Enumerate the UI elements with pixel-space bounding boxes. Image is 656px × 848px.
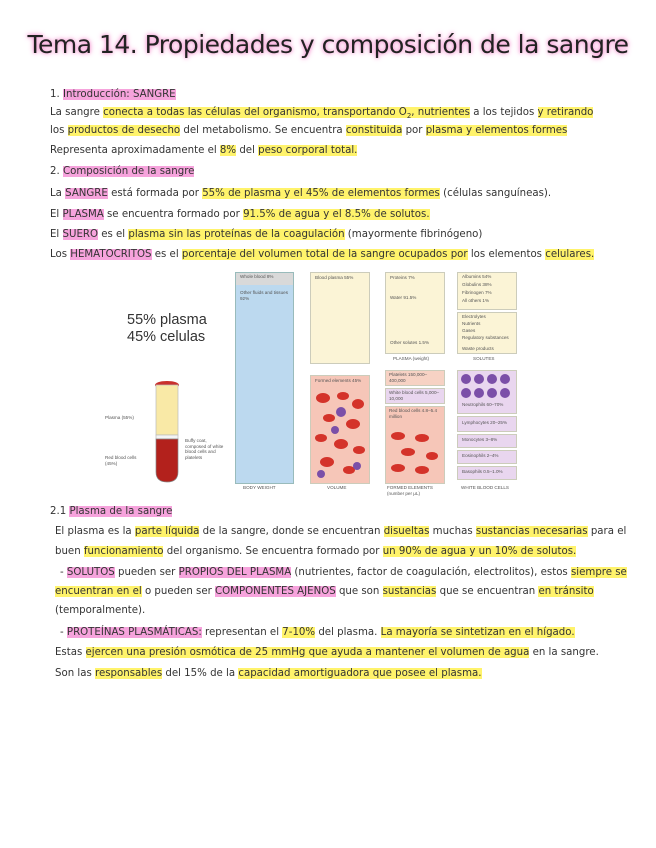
col1-footer: BODY WEIGHT — [243, 485, 276, 490]
text-highlight: 8% — [219, 145, 237, 156]
col3-solutes: Other solutes 1.5% — [390, 340, 430, 345]
text-run: conecta a todas las células del organismo, transportando O — [103, 107, 407, 118]
text-run: de la sangre, donde se encuentran — [199, 526, 384, 537]
text-highlight: PROTEÍNAS PLASMÁTICAS: — [66, 627, 202, 638]
col4-gases: Gases — [462, 328, 476, 333]
text-highlight: PROPIOS DEL PLASMA — [178, 567, 292, 578]
col4-albumins: Albumins 54% — [462, 274, 492, 279]
section2-heading — [50, 165, 194, 179]
text-highlight: HEMATOCRITOS — [70, 249, 152, 260]
text-run: por — [402, 125, 426, 136]
text-run: La — [50, 188, 66, 199]
text-run: para el — [587, 526, 627, 537]
text-highlight: encuentran en el — [55, 586, 142, 597]
text-highlight: La mayoría se sintetizan en el hígado. — [380, 627, 575, 638]
section2-line3 — [50, 228, 482, 242]
col4-neutrophils: Neutrophils 60–70% — [462, 402, 504, 407]
text-run: (mayormente fibrinógeno) — [344, 229, 483, 240]
body-weight-column — [235, 272, 294, 484]
section21-heading — [50, 505, 172, 519]
col3-mid-label: PLASMA (weight) — [393, 356, 429, 361]
text-run: del 15% de la — [162, 668, 239, 679]
section2-title: Composición de la sangre — [62, 166, 195, 177]
col4-waste: Waste products — [462, 346, 494, 351]
blood-cells-icon — [313, 388, 367, 480]
text-highlight: constituida — [345, 125, 403, 136]
section1-line3 — [50, 144, 357, 158]
text-run: que se encuentran — [436, 586, 539, 597]
text-highlight: celulares. — [545, 249, 595, 260]
text-run: del — [236, 145, 259, 156]
tube-plasma-label: Plasma (55%) — [105, 415, 134, 420]
text-run: , nutrientes — [411, 107, 470, 118]
text-run: Representa aproximadamente el — [50, 145, 220, 156]
col3-rbc: Red blood cells 4.8–5.4 million — [389, 408, 438, 419]
col4-regulatory: Regulatory substances — [462, 335, 509, 340]
section2-number: 2. — [50, 166, 60, 177]
col3-footer: FORMED ELEMENTS (number per μL) — [387, 485, 433, 496]
text-run: en la sangre. — [529, 647, 599, 658]
section1-title: Introducción: SANGRE — [62, 89, 176, 100]
blood-composition-figure — [95, 270, 520, 496]
section1-heading — [50, 88, 176, 102]
text-run: los elementos — [467, 249, 546, 260]
text-highlight: COMPONENTES AJENOS — [215, 586, 336, 597]
col2-formed: Formed elements 45% — [315, 378, 362, 383]
text-highlight: parte líquida — [134, 526, 200, 537]
text-highlight: sustancias — [382, 586, 437, 597]
text-run: El plasma es la — [55, 526, 135, 537]
red-cells-icon — [388, 428, 440, 478]
col4-others: All others 1% — [462, 298, 490, 303]
text-run: Estas — [55, 647, 86, 658]
col4-electrolytes: Electrolytes — [462, 314, 486, 319]
text-highlight: ejercen una presión osmótica de 25 mmHg que ayuda a mantener el volumen de agua — [85, 647, 530, 658]
section21-line6 — [60, 626, 575, 640]
text-highlight: SUERO — [62, 229, 98, 240]
text-highlight: 91.5% de agua y el 8.5% de solutos. — [243, 209, 430, 220]
text-highlight — [103, 107, 470, 121]
section21-line2 — [55, 545, 576, 559]
text-run: La sangre — [50, 107, 104, 118]
col4-eosinophils: Eosinophils 2–4% — [462, 453, 499, 458]
text-highlight: un 90% de agua y un 10% de solutos. — [382, 546, 577, 557]
col1-other: Other fluids and tissues 92% — [240, 290, 289, 301]
tube-rbc-label: Red blood cells (45%) — [105, 455, 137, 466]
text-run: representan el — [201, 627, 283, 638]
text-highlight: plasma y elementos formes — [425, 125, 568, 136]
text-highlight: SOLUTOS — [66, 567, 115, 578]
page-title: Tema 14. Propiedades y composición de la sangre — [27, 30, 629, 59]
section1-number: 1. — [50, 89, 60, 100]
text-run: Son las — [55, 668, 96, 679]
section21-line7 — [55, 646, 599, 660]
text-run: pueden ser — [114, 567, 179, 578]
text-highlight: SANGRE — [65, 188, 108, 199]
text-run: buen — [55, 546, 84, 557]
text-highlight: en tránsito — [538, 586, 594, 597]
test-tube-icon — [153, 380, 181, 485]
figure-cells-label: 45% celulas — [127, 329, 206, 345]
text-highlight: disueltas — [383, 526, 430, 537]
text-run: El — [50, 229, 63, 240]
section21-title: Plasma de la sangre — [69, 506, 173, 517]
text-run: del metabolismo. Se encuentra — [180, 125, 346, 136]
text-highlight: siempre se — [570, 567, 627, 578]
section1-line1 — [50, 106, 593, 123]
text-run: está formada por — [107, 188, 203, 199]
text-run: (nutrientes, factor de coagulación, electrolitos), estos — [291, 567, 571, 578]
text-highlight: PLASMA — [62, 209, 104, 220]
col3-water: Water 91.5% — [390, 295, 417, 300]
text-run: del plasma. — [315, 627, 381, 638]
text-highlight: responsables — [95, 668, 163, 679]
text-run: o pueden ser — [141, 586, 216, 597]
col4-nutrients: Nutrients — [462, 321, 481, 326]
section2-line2 — [50, 208, 430, 222]
col4-globulins: Globulins 38% — [462, 282, 492, 287]
section2-line1 — [50, 187, 551, 201]
text-run: - — [60, 567, 67, 578]
col4-mid-label: SOLUTES — [473, 356, 495, 361]
text-highlight: funcionamiento — [83, 546, 164, 557]
subscript: 2 — [406, 112, 412, 121]
col2-footer: VOLUME — [327, 485, 347, 490]
section2-line4 — [50, 248, 594, 262]
text-run: a los tejidos — [470, 107, 538, 118]
text-run: El — [50, 209, 63, 220]
plasma-volume-box — [310, 272, 370, 364]
col4-fibrinogen: Fibrinogen 7% — [462, 290, 492, 295]
text-highlight: capacidad amortiguadora que posee el plasma. — [238, 668, 482, 679]
text-run: - — [60, 627, 67, 638]
text-highlight: plasma sin las proteínas de la coagulación — [128, 229, 345, 240]
col1-whole-blood: Whole blood 8% — [240, 274, 274, 279]
text-run: (células sanguíneas). — [439, 188, 552, 199]
section21-line4 — [55, 585, 594, 599]
section21-line5: (temporalmente). — [55, 605, 146, 616]
section21-number: 2.1 — [50, 506, 67, 517]
text-highlight: y retirando — [537, 107, 594, 118]
text-run: los — [50, 125, 68, 136]
text-highlight: 7-10% — [282, 627, 316, 638]
col4-basophils: Basophils 0.5–1.0% — [462, 469, 503, 474]
figure-plasma-label: 55% plasma — [127, 312, 207, 328]
text-highlight: sustancias necesarias — [475, 526, 588, 537]
col3-platelets: Platelets 150,000–400,000 — [389, 372, 428, 383]
neutrophil-cells-icon — [459, 372, 513, 400]
text-highlight: productos de desecho — [67, 125, 181, 136]
col3-proteins: Proteins 7% — [390, 275, 415, 280]
col4-lymphocytes: Lymphocytes 20–25% — [462, 420, 508, 425]
section21-line3 — [60, 566, 627, 580]
text-highlight: porcentaje del volumen total de la sangre ocupados por — [181, 249, 468, 260]
section21-line8 — [55, 667, 482, 681]
text-run: es el — [97, 229, 129, 240]
text-highlight: 55% de plasma y el 45% de elementos formes — [202, 188, 440, 199]
section1-line2 — [50, 124, 567, 138]
text-run: Los — [50, 249, 71, 260]
text-run: se encuentra formado por — [103, 209, 244, 220]
col4-monocytes: Monocytes 3–8% — [462, 437, 498, 442]
tube-buffy-label: Buffy coat, composed of white blood cells and platelets — [185, 438, 224, 460]
text-run: muchas — [429, 526, 476, 537]
col3-wbc: White blood cells 5,000–10,000 — [389, 390, 440, 401]
section21-line1 — [55, 525, 626, 539]
text-highlight: peso corporal total. — [258, 145, 358, 156]
text-run: que son — [335, 586, 383, 597]
text-run: del organismo. Se encuentra formado por — [163, 546, 383, 557]
col4-footer: WHITE BLOOD CELLS — [461, 485, 509, 490]
col2-plasma: Blood plasma 55% — [315, 275, 354, 280]
text-run: es el — [151, 249, 182, 260]
